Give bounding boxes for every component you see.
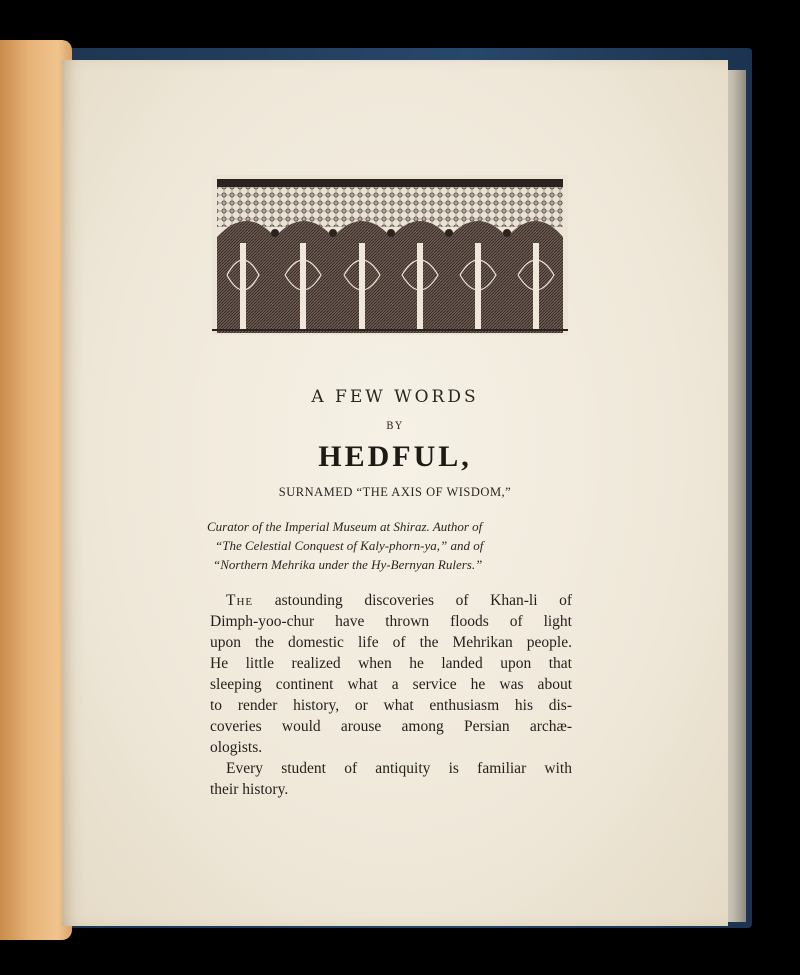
text-line: ologists. xyxy=(210,739,263,756)
text-line: coveries would arouse among Persian archæ- xyxy=(210,718,572,735)
lead-word: The xyxy=(226,592,254,609)
author-surname: SURNAMED “THE AXIS OF WISDOM,” xyxy=(278,485,512,499)
text-line: upon the domestic life of the Mehrikan people. xyxy=(210,634,572,651)
by-line: BY xyxy=(386,421,404,432)
text-line: Dimph-yoo-chur have thrown floods of light xyxy=(210,613,572,630)
text-line: to render history, or what enthusiasm his dis- xyxy=(210,697,572,714)
text-fragment: astounding discoveries of Khan-li of xyxy=(274,592,572,609)
moorish-arcade-ornament xyxy=(212,175,568,335)
book-page xyxy=(62,60,728,926)
text-line: sleeping continent what a service he was about xyxy=(210,676,572,693)
body-text xyxy=(210,590,572,800)
heading: A FEW WORDS xyxy=(311,387,479,407)
credit-line: “Northern Mehrika under the Hy-Bernyan Rulers.” xyxy=(213,557,483,572)
credit-line: Curator of the Imperial Museum at Shiraz. Author of xyxy=(207,519,483,534)
text-line xyxy=(210,590,572,611)
author-credits xyxy=(207,517,577,574)
author-name: HEDFUL, xyxy=(318,440,472,473)
credit-line: “The Celestial Conquest of Kaly-phorn-ya,” and of xyxy=(215,538,484,553)
text-line: Every student of antiquity is familiar with xyxy=(226,760,572,777)
text-line: their history. xyxy=(210,781,289,798)
text-line: He little realized when he landed upon that xyxy=(210,655,572,672)
